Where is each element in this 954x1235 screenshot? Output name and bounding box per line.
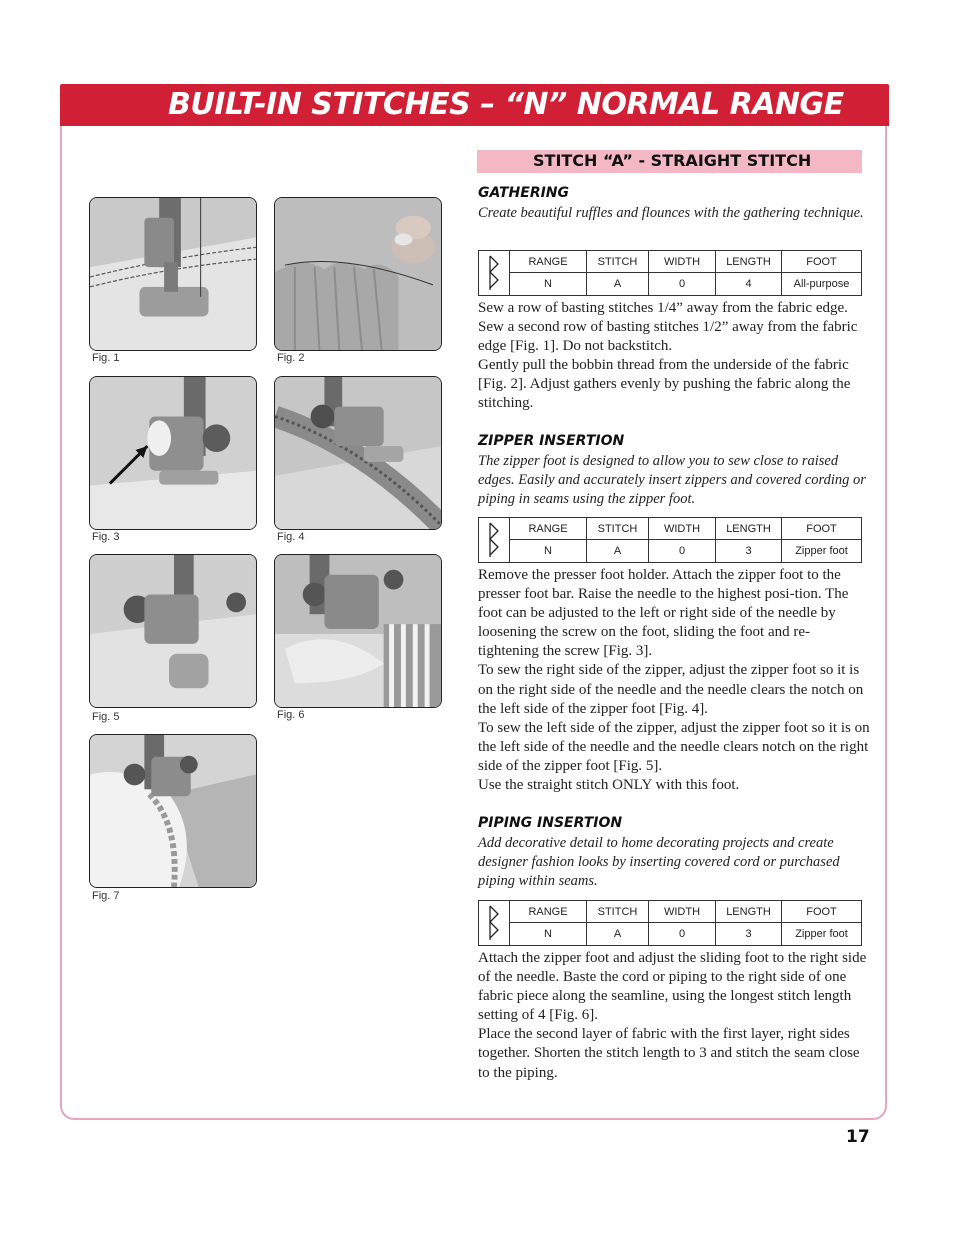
figure-caption: Fig. 5 bbox=[92, 711, 120, 723]
table-cell: A bbox=[587, 540, 649, 562]
col-header: WIDTH bbox=[649, 251, 716, 273]
table-cell: 0 bbox=[649, 923, 716, 945]
piping-intro: Add decorative detail to home decorating projects and create designer fashion looks by inserting covered cord or purchased piping within seams. bbox=[478, 835, 840, 889]
col-header: LENGTH bbox=[716, 518, 782, 540]
section-heading: STITCH “A” - STRAIGHT STITCH bbox=[533, 151, 812, 170]
table-cell: Zipper foot bbox=[795, 928, 848, 940]
figure-caption: Fig. 1 bbox=[92, 352, 120, 364]
piping-body bbox=[478, 949, 870, 1083]
page-number: 17 bbox=[846, 1127, 870, 1147]
figure-3 bbox=[89, 376, 257, 530]
paragraph: Attach the zipper foot and adjust the sliding foot to the right side of the needle. Baste the cord or piping to the right side of one fabric piece along the seamline, using the longest stitch length setting of 4 [Fig. 6]. bbox=[478, 950, 867, 1024]
table-cell: A bbox=[587, 273, 649, 295]
figure-caption: Fig. 7 bbox=[92, 890, 120, 902]
zipper-body bbox=[478, 566, 870, 795]
gathering-intro: Create beautiful ruffles and flounces with the gathering technique. bbox=[478, 205, 864, 221]
zipper-foot-photo-2 bbox=[275, 377, 441, 529]
zipper-settings-table bbox=[478, 517, 862, 563]
piping-settings-table bbox=[478, 900, 862, 946]
table-cell: 3 bbox=[716, 540, 782, 562]
col-header: FOOT bbox=[782, 901, 861, 923]
table-cell: 0 bbox=[649, 273, 716, 295]
paragraph: To sew the right side of the zipper, adjust the zipper foot so it is on the right side of the needle and the needle clears the notch on the left side of the zipper foot [Fig. 4]. bbox=[478, 662, 864, 717]
col-header: WIDTH bbox=[649, 901, 716, 923]
table-cell: A bbox=[587, 923, 649, 945]
figure-4 bbox=[274, 376, 442, 530]
col-header: RANGE bbox=[510, 901, 587, 923]
title-bar bbox=[60, 84, 889, 126]
figure-2 bbox=[274, 197, 442, 351]
table-cell: 3 bbox=[716, 923, 782, 945]
table-cell: N bbox=[510, 540, 587, 562]
paragraph: To sew the left side of the zipper, adjust the zipper foot so it is on the left side of the needle and the needle clears notch on the right side of the zipper foot [Fig. 5]. bbox=[478, 719, 870, 774]
table-cell: N bbox=[510, 273, 587, 295]
table-cell: N bbox=[510, 923, 587, 945]
sewing-machine-photo-1 bbox=[90, 198, 256, 350]
zipper-heading: ZIPPER INSERTION bbox=[478, 433, 625, 449]
figure-caption: Fig. 3 bbox=[92, 531, 120, 543]
col-header: FOOT bbox=[782, 251, 861, 273]
zipper-foot-photo-3 bbox=[90, 555, 256, 707]
paragraph: Place the second layer of fabric with the first layer, right sides together. Shorten the stitch length to 3 and stitch the seam close to the piping. bbox=[478, 1026, 860, 1081]
paragraph: Sew a row of basting stitches 1/4” away from the fabric edge. Sew a second row of basting stitches 1/2” away from the fabric edge [Fig. 1]. Do not backstitch. bbox=[478, 300, 858, 355]
straight-stitch-icon bbox=[479, 518, 510, 562]
col-header: LENGTH bbox=[716, 251, 782, 273]
page-title: BUILT-IN STITCHES – “N” NORMAL RANGE bbox=[168, 87, 844, 122]
zipper-intro: The zipper foot is designed to allow you to sew close to raised edges. Easily and accurately insert zippers and covered cording or piping in seams using the zipper foot. bbox=[478, 453, 866, 507]
figure-7 bbox=[89, 734, 257, 888]
zipper-foot-photo-1 bbox=[90, 377, 256, 529]
table-cell: All-purpose bbox=[793, 278, 850, 290]
gathering-settings-table bbox=[478, 250, 862, 296]
piping-photo bbox=[275, 555, 441, 707]
col-header: STITCH bbox=[587, 518, 649, 540]
col-header: WIDTH bbox=[649, 518, 716, 540]
gathering-photo bbox=[275, 198, 441, 350]
table-cell: 4 bbox=[716, 273, 782, 295]
gathering-body bbox=[478, 299, 870, 414]
table-cell: 0 bbox=[649, 540, 716, 562]
table-cell: Zipper foot bbox=[795, 545, 848, 557]
figure-caption: Fig. 6 bbox=[277, 709, 305, 721]
straight-stitch-icon bbox=[479, 901, 510, 945]
piping-seam-photo bbox=[90, 735, 256, 887]
paragraph: Gently pull the bobbin thread from the underside of the fabric [Fig. 2]. Adjust gathers evenly by pushing the fabric along the stitching. bbox=[478, 357, 851, 412]
col-header: RANGE bbox=[510, 251, 587, 273]
col-header: LENGTH bbox=[716, 901, 782, 923]
figure-caption: Fig. 4 bbox=[277, 531, 305, 543]
figure-6 bbox=[274, 554, 442, 708]
piping-heading: PIPING INSERTION bbox=[478, 815, 623, 831]
col-header: RANGE bbox=[510, 518, 587, 540]
col-header: FOOT bbox=[782, 518, 861, 540]
figure-caption: Fig. 2 bbox=[277, 352, 305, 364]
figure-5 bbox=[89, 554, 257, 708]
paragraph: Remove the presser foot holder. Attach the zipper foot to the presser foot bar. Raise the needle to the highest posi-tion. The foot can be adjusted to the left or right side of the needle by loosening the screw on the foot, sliding the foot and re-tightening the screw [Fig. 3]. bbox=[478, 567, 849, 660]
col-header: STITCH bbox=[587, 251, 649, 273]
gathering-heading: GATHERING bbox=[478, 185, 570, 201]
straight-stitch-icon bbox=[479, 251, 510, 295]
col-header: STITCH bbox=[587, 901, 649, 923]
figure-1 bbox=[89, 197, 257, 351]
paragraph: Use the straight stitch ONLY with this foot. bbox=[478, 777, 740, 794]
section-heading-bar bbox=[477, 150, 862, 173]
